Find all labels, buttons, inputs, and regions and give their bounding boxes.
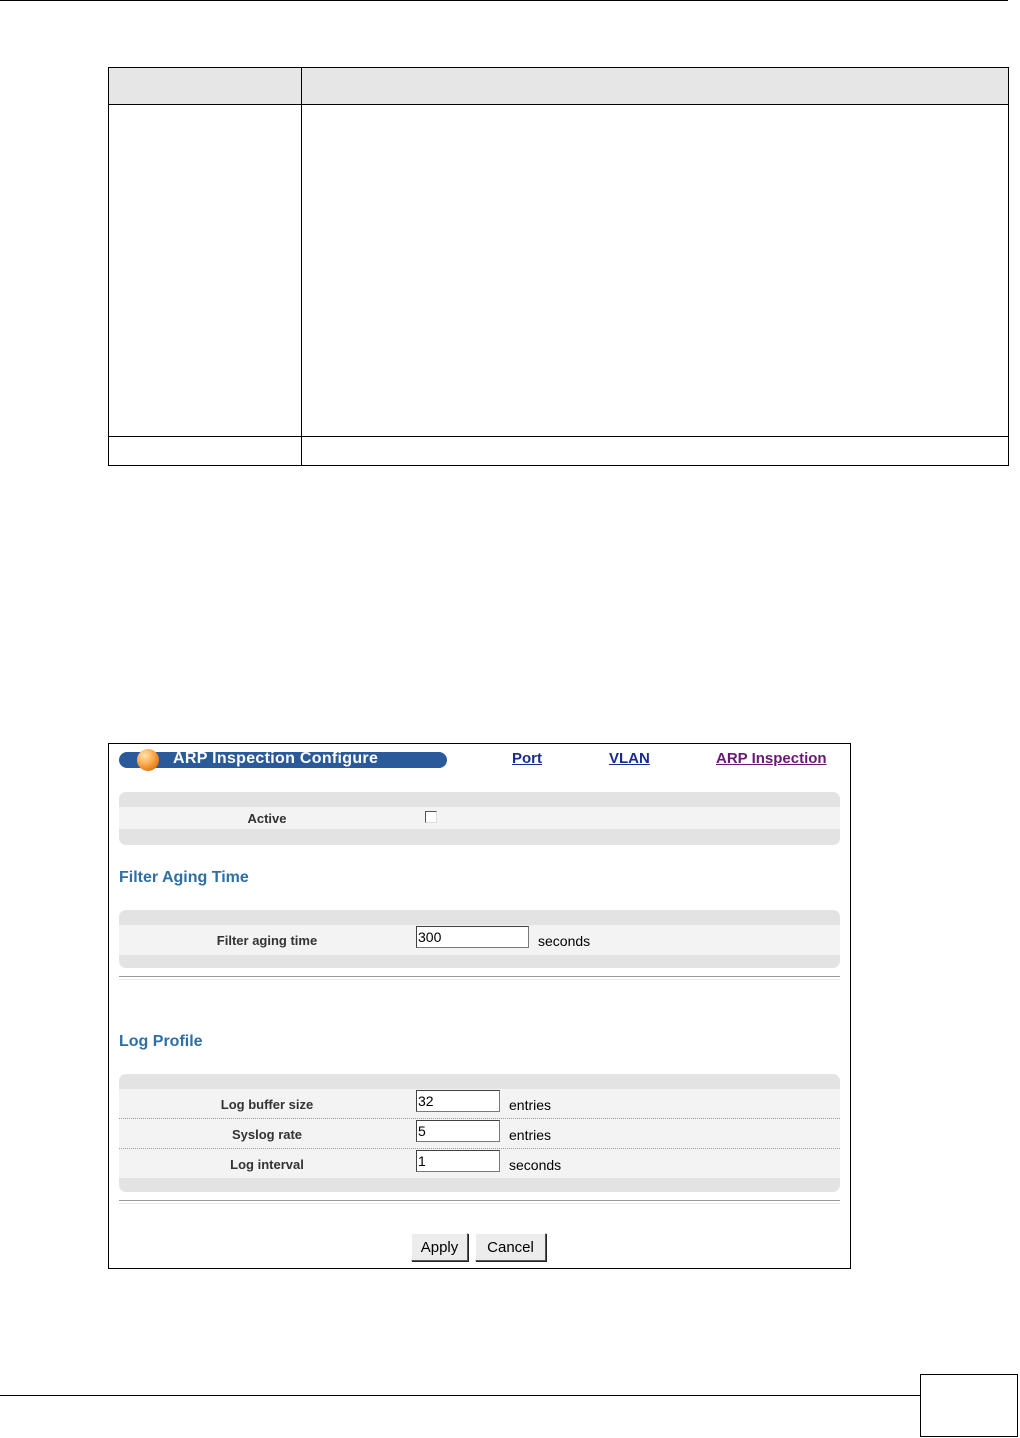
port-link[interactable]: Port bbox=[512, 750, 542, 767]
arp-inspection-configure-screen bbox=[108, 743, 851, 1269]
log-interval-input[interactable] bbox=[416, 1150, 500, 1172]
syslog-rate-row bbox=[119, 1119, 840, 1149]
active-panel bbox=[119, 792, 840, 845]
top-rule bbox=[0, 0, 1008, 1]
active-row bbox=[119, 807, 840, 829]
log-buffer-size-row bbox=[119, 1089, 840, 1119]
screen-title: ARP Inspection Configure bbox=[173, 750, 379, 767]
filter-aging-heading: Filter Aging Time bbox=[119, 869, 249, 886]
cancel-button[interactable]: Cancel bbox=[475, 1233, 546, 1261]
title-bar bbox=[119, 752, 447, 768]
filter-aging-panel bbox=[119, 910, 840, 968]
active-label: Active bbox=[247, 811, 287, 826]
log-buffer-size-input[interactable] bbox=[416, 1090, 500, 1112]
log-buffer-size-unit: entries bbox=[509, 1097, 552, 1113]
orb-icon bbox=[137, 749, 159, 771]
active-checkbox[interactable] bbox=[425, 811, 437, 823]
table-column-divider bbox=[301, 68, 302, 465]
log-profile-panel bbox=[119, 1074, 840, 1192]
description-table bbox=[108, 67, 1009, 466]
separator bbox=[119, 976, 840, 980]
filter-aging-input[interactable] bbox=[416, 926, 529, 948]
table-row-divider bbox=[109, 436, 1008, 437]
syslog-rate-input[interactable] bbox=[416, 1120, 500, 1142]
separator bbox=[119, 1200, 840, 1204]
log-interval-row bbox=[119, 1149, 840, 1178]
apply-button[interactable]: Apply bbox=[411, 1233, 468, 1261]
log-profile-heading: Log Profile bbox=[119, 1033, 203, 1050]
log-buffer-size-label: Log buffer size bbox=[220, 1097, 314, 1112]
filter-aging-label: Filter aging time bbox=[216, 933, 318, 948]
table-header-row bbox=[109, 68, 1008, 105]
vlan-link[interactable]: VLAN bbox=[609, 750, 650, 767]
log-interval-label: Log interval bbox=[230, 1157, 304, 1172]
filter-aging-unit: seconds bbox=[538, 933, 591, 949]
syslog-rate-label: Syslog rate bbox=[231, 1127, 303, 1142]
syslog-rate-unit: entries bbox=[509, 1127, 552, 1143]
filter-aging-row bbox=[119, 925, 840, 955]
bottom-rule bbox=[0, 1395, 920, 1396]
page-number-box bbox=[920, 1374, 1018, 1437]
log-interval-unit: seconds bbox=[509, 1157, 562, 1173]
arp-inspection-link[interactable]: ARP Inspection bbox=[716, 750, 827, 767]
